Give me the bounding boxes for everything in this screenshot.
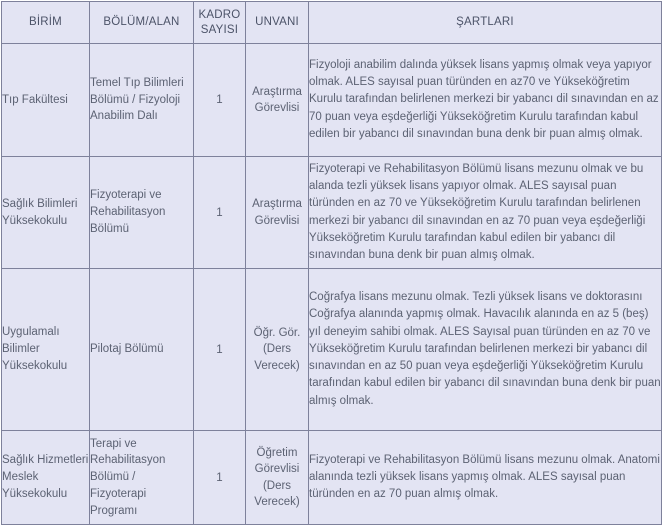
table-header xyxy=(2,2,662,44)
cell-kadro-sayisi: 1 xyxy=(194,431,246,525)
cell-unvan: Öğr. Gör. (Ders Verecek) xyxy=(246,269,309,431)
column-header-sartlari: ŞARTLARI xyxy=(309,2,662,44)
cell-bolum: Fizyoterapi ve Rehabilitasyon Bölümü xyxy=(90,157,194,269)
cell-bolum: Terapi ve Rehabilitasyon Bölümü / Fizyoterapi Programı xyxy=(90,431,194,525)
cell-unvan: Araştırma Görevlisi xyxy=(246,157,309,269)
kadro-ilan-table xyxy=(1,1,662,525)
column-header-bolum: BÖLÜM/ALAN xyxy=(90,2,194,44)
column-header-kadro-sayisi: KADRO SAYISI xyxy=(194,2,246,44)
table-row xyxy=(2,157,662,269)
cell-birim: Sağlık Hizmetleri Meslek Yüksekokulu xyxy=(2,431,90,525)
header-row xyxy=(2,2,662,44)
column-header-unvani: UNVANI xyxy=(246,2,309,44)
cell-sartlar: Fizyoterapi ve Rehabilitasyon Bölümü lisans mezunu olmak. Anatomi alanında tezli yüksek lisans yapmış olmak. ALES sayısal puan türünden en az 70 puan almış olmak. xyxy=(309,431,662,525)
cell-birim: Uygulamalı Bilimler Yüksekokulu xyxy=(2,269,90,431)
cell-unvan: Araştırma Görevlisi xyxy=(246,44,309,157)
cell-kadro-sayisi: 1 xyxy=(194,44,246,157)
cell-sartlar: Coğrafya lisans mezunu olmak. Tezli yüksek lisans ve doktorasını Coğrafya alanında yapmış olmak. Havacılık alanında en az 5 (beş) yıl deneyim sahibi olmak. ALES Sayısal puan türünden en az 70 ve Yükseköğretim Kurulu tarafından belirlenen merkezi bir yabancı dil sınavından en az 50 puan veya eşdeğerliği Yükseköğretim Kurulu tarafından kabul edilen bir yabancı dil sınavından buna denk bir puan almış olmak. xyxy=(309,269,662,431)
cell-kadro-sayisi: 1 xyxy=(194,157,246,269)
cell-bolum: Temel Tıp Bilimleri Bölümü / Fizyoloji Anabilim Dalı xyxy=(90,44,194,157)
cell-sartlar: Fizyoloji anabilim dalında yüksek lisans yapmış olmak veya yapıyor olmak. ALES sayısal puan türünden en az70 ve Yükseköğretim Kurulu tarafından belirlenen merkezi bir yabancı dil sınavından en az 70 puan veya eşdeğerliği Yükseköğretim Kurulu tarafından kabul edilen bir yabancı dil sınavından buna denk bir puan almış olmak. xyxy=(309,44,662,157)
cell-sartlar: Fizyoterapi ve Rehabilitasyon Bölümü lisans mezunu olmak ve bu alanda tezli yüksek lisans yapıyor olmak. ALES sayısal puan türünden en az 70 ve Yükseköğretim Kurulu tarafından belirlenen merkezi bir yabancı dil sınavından en az 70 puan veya eşdeğerliği Yükseköğretim Kurulu tarafından kabul edilen bir yabancı dil sınavından buna denk bir puan almış olmak. xyxy=(309,157,662,269)
cell-birim: Tıp Fakültesi xyxy=(2,44,90,157)
table-body xyxy=(2,44,662,525)
table-row xyxy=(2,44,662,157)
cell-birim: Sağlık Bilimleri Yüksekokulu xyxy=(2,157,90,269)
table-row xyxy=(2,269,662,431)
column-header-birim: BİRİM xyxy=(2,2,90,44)
cell-bolum: Pilotaj Bölümü xyxy=(90,269,194,431)
cell-unvan: Öğretim Görevlisi (Ders Verecek) xyxy=(246,431,309,525)
table-row xyxy=(2,431,662,525)
cell-kadro-sayisi: 1 xyxy=(194,269,246,431)
